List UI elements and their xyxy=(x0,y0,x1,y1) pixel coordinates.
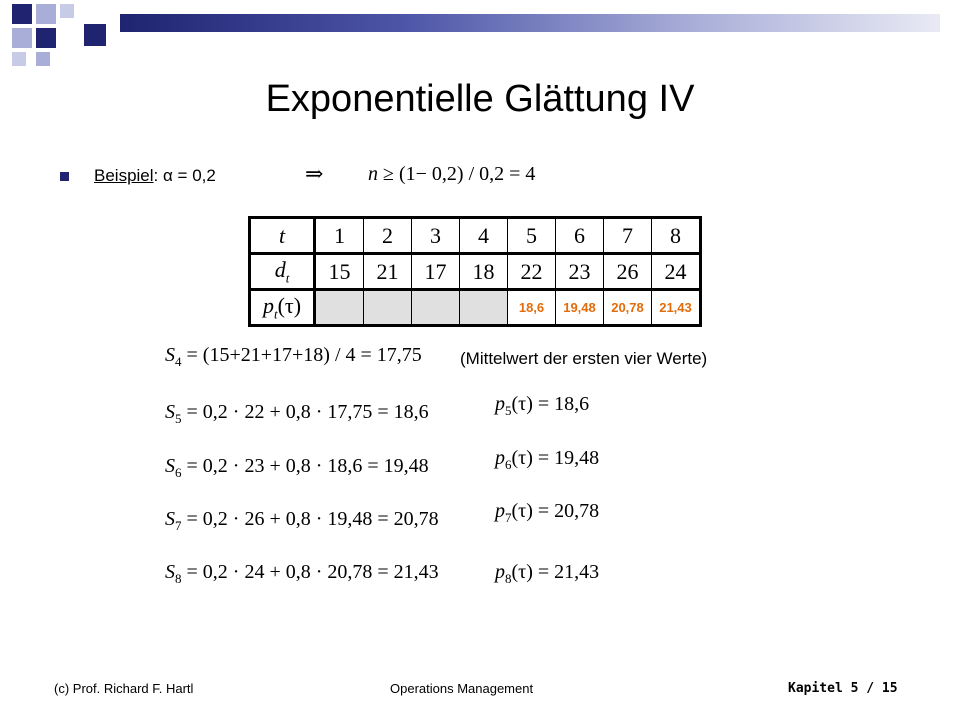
mean-note: (Mittelwert der ersten vier Werte) xyxy=(460,349,708,368)
eq-text: = 0,2 · 22 + 0,8 · 17,75 = 18,6 xyxy=(181,401,429,423)
cell-p: 19,48 xyxy=(556,290,604,326)
cell-d: 21 xyxy=(364,254,412,290)
equation-s4: $S_4 = (15+21+17+18) / 4 = 17,75$ xyxy=(165,344,422,369)
cell-t: 7 xyxy=(604,218,652,254)
footer-course: Operations Management xyxy=(390,681,534,696)
cell-p-empty xyxy=(315,290,364,326)
eq-sub: 8 xyxy=(175,571,182,586)
cell-d: 17 xyxy=(412,254,460,290)
formula-n-rhs: ≥ (1− 0,2) / 0,2 = 4 xyxy=(378,163,536,185)
eq-sub: 5 xyxy=(175,411,182,426)
table-row-p xyxy=(250,290,701,326)
cell-p-empty xyxy=(412,290,460,326)
row-head-d-var: d xyxy=(274,256,286,282)
cell-d: 22 xyxy=(508,254,556,290)
cell-d: 26 xyxy=(604,254,652,290)
equation-s8: $S_8 = 0,2 \cdot 24 + 0,8 \cdot 20,78 = 21,43$ xyxy=(165,561,439,586)
cell-t: 3 xyxy=(412,218,460,254)
row-head-p-arg: (τ) xyxy=(277,292,302,318)
row-head-d xyxy=(250,254,315,290)
pred-sub: 8 xyxy=(505,571,512,586)
footer-page: Kapitel 5 / 15 xyxy=(788,681,898,696)
footer-author: (c) Prof. Richard F. Hartl xyxy=(54,681,194,696)
row-head-p xyxy=(250,290,315,326)
cell-t: 4 xyxy=(460,218,508,254)
pred-text: (τ) = 18,6 xyxy=(511,393,590,415)
equation-s7: $S_7 = 0,2 \cdot 26 + 0,8 \cdot 19,48 = 20,78$ xyxy=(165,508,439,533)
row-head-p-var: p xyxy=(262,292,274,318)
cell-t: 6 xyxy=(556,218,604,254)
pred-sub: 6 xyxy=(505,457,512,472)
eq-text: = (15+21+17+18) / 4 = 17,75 xyxy=(181,344,422,366)
prediction-p6: $p_6(\tau) = 19,48$ xyxy=(495,447,600,472)
row-head-d-sub: t xyxy=(285,270,290,286)
slide-title: Exponentielle Glättung IV xyxy=(265,78,695,120)
cell-p-empty xyxy=(460,290,508,326)
cell-d: 24 xyxy=(652,254,701,290)
eq-text: = 0,2 · 24 + 0,8 · 20,78 = 21,43 xyxy=(181,561,439,583)
cell-d: 18 xyxy=(460,254,508,290)
pred-sub: 7 xyxy=(505,510,512,525)
eq-text: = 0,2 · 23 + 0,8 · 18,6 = 19,48 xyxy=(181,455,429,477)
bullet-label: Beispiel xyxy=(94,166,154,185)
row-head-t: t xyxy=(250,218,315,254)
prediction-p5: $p_5(\tau) = 18,6$ xyxy=(495,393,590,418)
header-gradient-bar xyxy=(120,14,940,32)
formula-n-bound xyxy=(368,163,535,186)
equation-s6: $S_6 = 0,2 \cdot 23 + 0,8 \cdot 18,6 = 19,48$ xyxy=(165,455,429,480)
cell-t: 1 xyxy=(315,218,364,254)
cell-d: 15 xyxy=(315,254,364,290)
prediction-p8: $p_8(\tau) = 21,43$ xyxy=(495,561,600,586)
table-row-d xyxy=(250,254,701,290)
cell-p: 21,43 xyxy=(652,290,701,326)
eq-sub: 4 xyxy=(175,354,182,369)
bullet-example xyxy=(60,166,216,186)
row-head-p-sub: t xyxy=(273,306,278,322)
implies-symbol: ⇒ xyxy=(305,162,324,187)
eq-sub: 7 xyxy=(175,518,182,533)
bullet-rest: : α = 0,2 xyxy=(153,166,216,185)
cell-p-empty xyxy=(364,290,412,326)
cell-t: 8 xyxy=(652,218,701,254)
cell-d: 23 xyxy=(556,254,604,290)
table-row-t xyxy=(250,218,701,254)
pred-sub: 5 xyxy=(505,403,512,418)
equation-s5: $S_5 = 0,2 \cdot 22 + 0,8 \cdot 17,75 = 18,6$ xyxy=(165,401,429,426)
cell-p: 20,78 xyxy=(604,290,652,326)
cell-t: 2 xyxy=(364,218,412,254)
pred-text: (τ) = 21,43 xyxy=(511,561,600,583)
pred-text: (τ) = 19,48 xyxy=(511,447,600,469)
eq-text: = 0,2 · 26 + 0,8 · 19,48 = 20,78 xyxy=(181,508,439,530)
cell-t: 5 xyxy=(508,218,556,254)
bullet-square-icon xyxy=(60,172,69,181)
prediction-p7: $p_7(\tau) = 20,78$ xyxy=(495,500,600,525)
pred-text: (τ) = 20,78 xyxy=(511,500,600,522)
formula-n-var: n xyxy=(368,163,378,185)
cell-p: 18,6 xyxy=(508,290,556,326)
values-table xyxy=(248,216,702,327)
eq-sub: 6 xyxy=(175,465,182,480)
